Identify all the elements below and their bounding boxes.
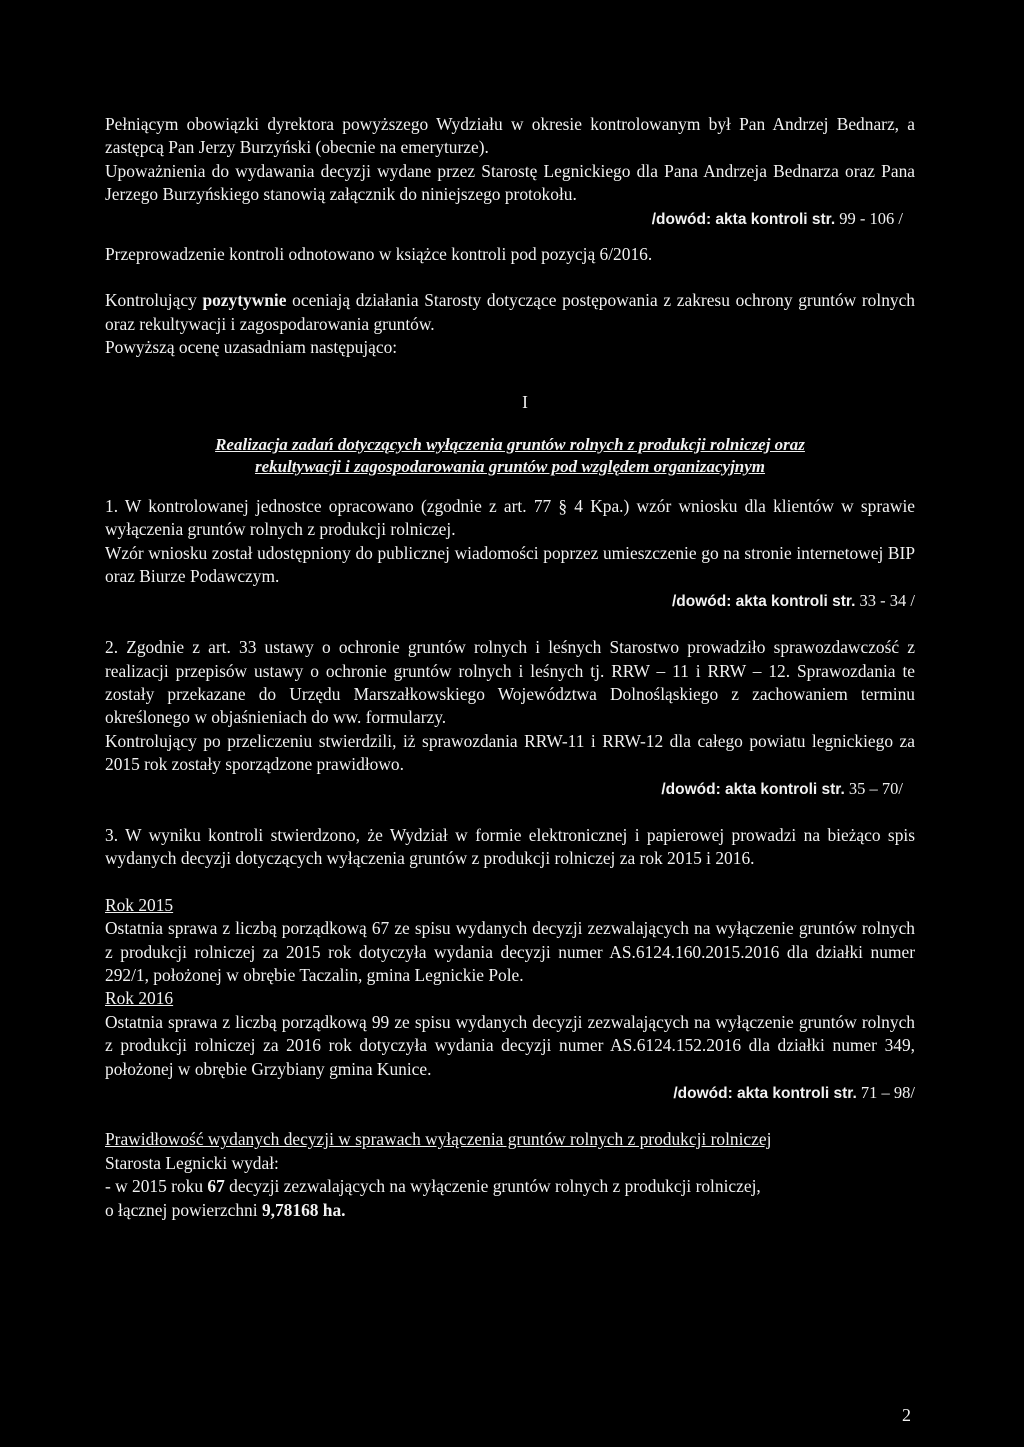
item-1-text-b: Wzór wniosku został udostępniony do publicznej wiadomości poprzez umieszczenie go na stronie internetowej BIP oraz Biurze Podawczym. bbox=[105, 542, 915, 587]
evidence-reference bbox=[105, 207, 915, 231]
evidence-pages: 99 - 106 / bbox=[835, 208, 903, 228]
assessment-positive: pozytywnie bbox=[202, 290, 287, 311]
document-page bbox=[105, 113, 915, 1222]
item-1-text: 1. W kontrolowanej jednostce opracowano (zgodnie z art. 77 § 4 Kpa.) wzór wniosku dla klientów w sprawie wyłączenia gruntów rolnych z produkcji rolniczej. bbox=[105, 496, 915, 540]
line-2-post: decyzji zezwalających na wyłączenie gruntów rolnych z produkcji rolniczej, bbox=[224, 1176, 761, 1197]
evidence-pages: 35 – 70/ bbox=[844, 778, 903, 798]
section-numeral: I bbox=[522, 391, 528, 412]
evidence-label: /dowód: akta kontroli str. bbox=[661, 780, 845, 798]
paragraph-justification-intro: Powyższą ocenę uzasadniam następująco: bbox=[105, 337, 398, 358]
total-area: 9,78168 ha. bbox=[261, 1199, 346, 1220]
correctness-line-2 bbox=[105, 1175, 915, 1198]
evidence-reference bbox=[105, 589, 915, 613]
paragraph-acting-director: Pełniącym obowiązki dyrektora powyższego Wydziału w okresie kontrolowanym był Pan Andrzej Bednarz, a zastępcą Pan Jerzy Burzyński (obecnie na emeryturze). bbox=[105, 114, 915, 158]
evidence-reference bbox=[105, 1081, 915, 1105]
evidence-pages: 71 – 98/ bbox=[856, 1083, 915, 1102]
evidence-label: /dowód: akta kontroli str. bbox=[673, 1085, 857, 1102]
evidence-pages: 33 - 34 / bbox=[855, 590, 915, 610]
evidence-label: /dowód: akta kontroli str. bbox=[651, 210, 836, 228]
decision-count: 67 bbox=[207, 1176, 225, 1197]
item-3-text: 3. W wyniku kontroli stwierdzono, że Wydział w formie elektronicznej i papierowej prowadzi na bieżąco spis wydanych decyzji dotyczących wyłączenia gruntów z produkcji rolniczej za rok 2015 i 2016. bbox=[105, 824, 915, 869]
correctness-heading: Prawidłowość wydanych decyzji w sprawach wyłączenia gruntów rolnych z produkcji rolniczej bbox=[105, 1129, 772, 1150]
paragraph-assessment bbox=[105, 289, 915, 336]
evidence-label: /dowód: akta kontroli str. bbox=[671, 592, 856, 610]
year-2016-text: Ostatnia sprawa z liczbą porządkową 99 ze spisu wydanych decyzji zezwalających na wyłączenie gruntów rolnych z produkcji rolniczej za 2016 rok dotyczyła wydania decyzji numer AS.6124.152.2016 dla działki numer 349, położonej w obrębie Grzybiany gmina Kunice. bbox=[105, 1011, 915, 1079]
line-2-pre: - w 2015 roku bbox=[105, 1176, 208, 1197]
line-3-pre: o łącznej powierzchni bbox=[105, 1199, 262, 1220]
section-heading-line-2: rekultywacji i zagospodarowania gruntów pod względem organizacyjnym bbox=[254, 457, 766, 477]
paragraph-authorizations: Upoważnienia do wydawania decyzji wydane przez Starostę Legnickiego dla Pana Andrzeja Bednarza oraz Pana Jerzego Burzyńskiego stanowią załącznik do niniejszego protokołu. bbox=[105, 160, 915, 205]
page-number: 2 bbox=[902, 1405, 911, 1425]
correctness-line-1: Starosta Legnicki wydał: bbox=[105, 1152, 279, 1173]
correctness-line-3 bbox=[105, 1199, 915, 1222]
evidence-reference bbox=[105, 777, 915, 801]
item-2-text: 2. Zgodnie z art. 33 ustawy o ochronie gruntów rolnych i leśnych Starostwo prowadziło sprawozdawczość z realizacji przepisów ustawy o ochronie gruntów rolnych i leśnych tj. RRW – 11 i RRW – 12. Sprawozdania te zostały przekazane do Urzędu Marszałkowskiego Województwa Dolnośląskiego z zachowaniem terminu określonego w objaśnieniach do ww. formularzy. bbox=[105, 637, 915, 728]
year-2016-label: Rok 2016 bbox=[105, 988, 174, 1009]
section-heading-line-1: Realizacja zadań dotyczących wyłączenia gruntów rolnych z produkcji rolniczej oraz bbox=[215, 435, 805, 455]
paragraph-control-book: Przeprowadzenie kontroli odnotowano w książce kontroli pod pozycją 6/2016. bbox=[105, 244, 653, 265]
assessment-post: oceniają działania Starosty dotyczące postępowania z zakresu ochrony gruntów rolnych oraz rekultywacji i zagospodarowania gruntów. bbox=[105, 290, 915, 334]
assessment-pre: Kontrolujący bbox=[105, 290, 203, 311]
item-2-text-b: Kontrolujący po przeliczeniu stwierdzili, iż sprawozdania RRW-11 i RRW-12 dla całego powiatu legnickiego za 2015 rok zostały sporządzone prawidłowo. bbox=[105, 730, 915, 775]
year-2015-text: Ostatnia sprawa z liczbą porządkową 67 ze spisu wydanych decyzji zezwalających na wyłączenie gruntów rolnych z produkcji rolniczej za 2015 rok dotyczyła wydania decyzji numer AS.6124.160.2015.2016 dla działki numer 292/1, położonej w obrębie Taczalin, gmina Legnickie Pole. bbox=[105, 918, 915, 985]
year-2015-label: Rok 2015 bbox=[105, 894, 174, 915]
